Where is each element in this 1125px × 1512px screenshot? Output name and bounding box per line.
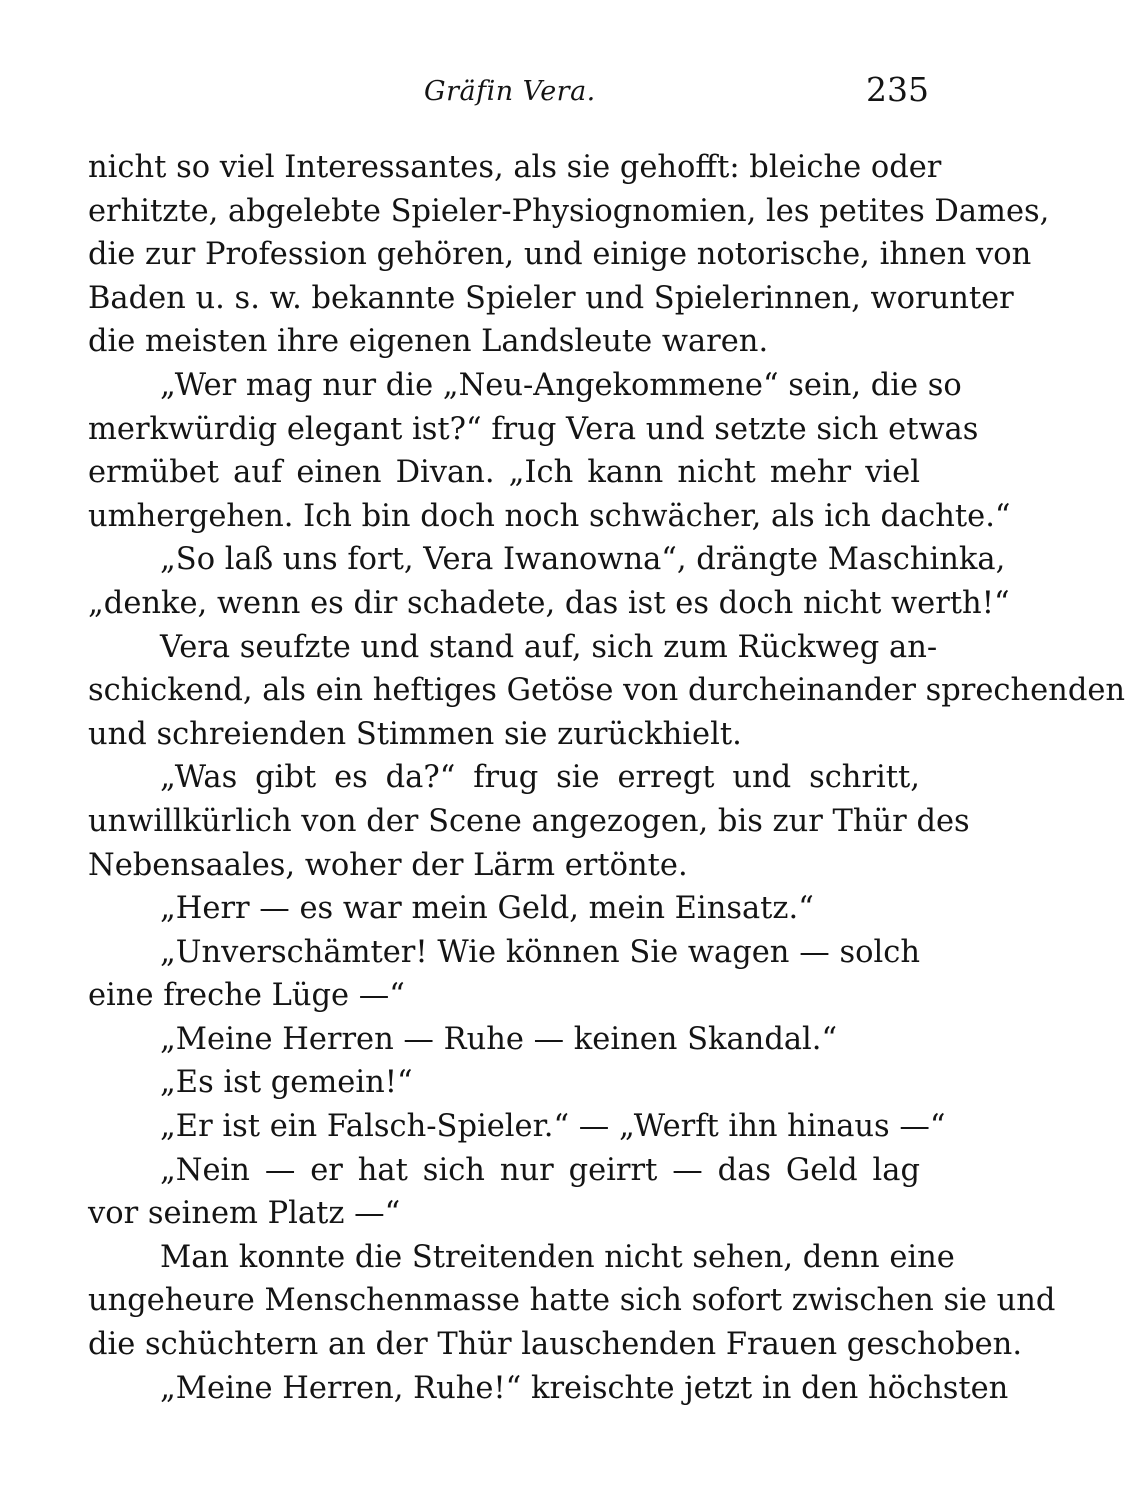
text-line: vor seinem Platz —“ — [88, 1196, 401, 1232]
text-line: „Was gibt es da?“ frug sie erregt und schritt, — [160, 760, 920, 796]
text-line: „Unverschämter! Wie können Sie wagen — solch — [160, 934, 920, 970]
text-line: „Er ist ein Falsch-Spieler.“ — „Werft ihn hinaus —“ — [160, 1109, 946, 1145]
page-header — [0, 70, 1000, 120]
text-line: ermübet auf einen Divan. „Ich kann nicht mehr viel — [88, 455, 920, 491]
text-line: Man konnte die Streitenden nicht sehen, denn eine — [160, 1239, 955, 1275]
text-line: „denke, wenn es dir schadete, das ist es doch nicht werth!“ — [88, 585, 1010, 621]
text-line: „Es ist gemein!“ — [160, 1065, 413, 1101]
text-line: die meisten ihre eigenen Landsleute waren. — [88, 324, 769, 360]
page-number: 235 — [866, 70, 929, 109]
text-line: schickend, als ein heftiges Getöse von durcheinander sprechenden — [88, 673, 1125, 709]
body-text — [88, 146, 1125, 1410]
running-title: Gräfin Vera. — [424, 76, 596, 107]
text-line: „Meine Herren — Ruhe — keinen Skandal.“ — [160, 1021, 838, 1057]
text-line: und schreienden Stimmen sie zurückhielt. — [88, 716, 742, 752]
text-line: „Nein — er hat sich nur geirrt — das Geld lag — [160, 1152, 920, 1188]
text-line: Nebensaales, woher der Lärm ertönte. — [88, 847, 688, 883]
text-line: „Herr — es war mein Geld, mein Einsatz.“ — [160, 891, 814, 927]
text-line: Baden u. s. w. bekannte Spieler und Spielerinnen, worunter — [88, 280, 1014, 316]
text-line: die schüchtern an der Thür lauschenden Frauen geschoben. — [88, 1327, 1023, 1363]
text-line: „Wer mag nur die „Neu-Angekommene“ sein, die so — [160, 367, 962, 403]
text-line: die zur Profession gehören, und einige notorische, ihnen von — [88, 237, 1032, 273]
text-line: „So laß uns fort, Vera Iwanowna“, drängte Maschinka, — [160, 542, 1006, 578]
text-line: umhergehen. Ich bin doch noch schwächer, als ich dachte.“ — [88, 498, 1011, 534]
text-line: erhitzte, abgelebte Spieler-Physiognomien, les petites Dames, — [88, 193, 1050, 229]
text-line: eine freche Lüge —“ — [88, 978, 405, 1014]
text-line: Vera seufzte und stand auf, sich zum Rückweg an- — [160, 629, 938, 665]
text-line: „Meine Herren, Ruhe!“ kreischte jetzt in den höchsten — [160, 1370, 1009, 1406]
text-line: unwillkürlich von der Scene angezogen, bis zur Thür des — [88, 803, 970, 839]
text-line: merkwürdig elegant ist?“ frug Vera und setzte sich etwas — [88, 411, 979, 447]
text-line: nicht so viel Interessantes, als sie gehofft: bleiche oder — [88, 150, 942, 185]
text-line: ungeheure Menschenmasse hatte sich sofort zwischen sie und — [88, 1283, 1056, 1319]
